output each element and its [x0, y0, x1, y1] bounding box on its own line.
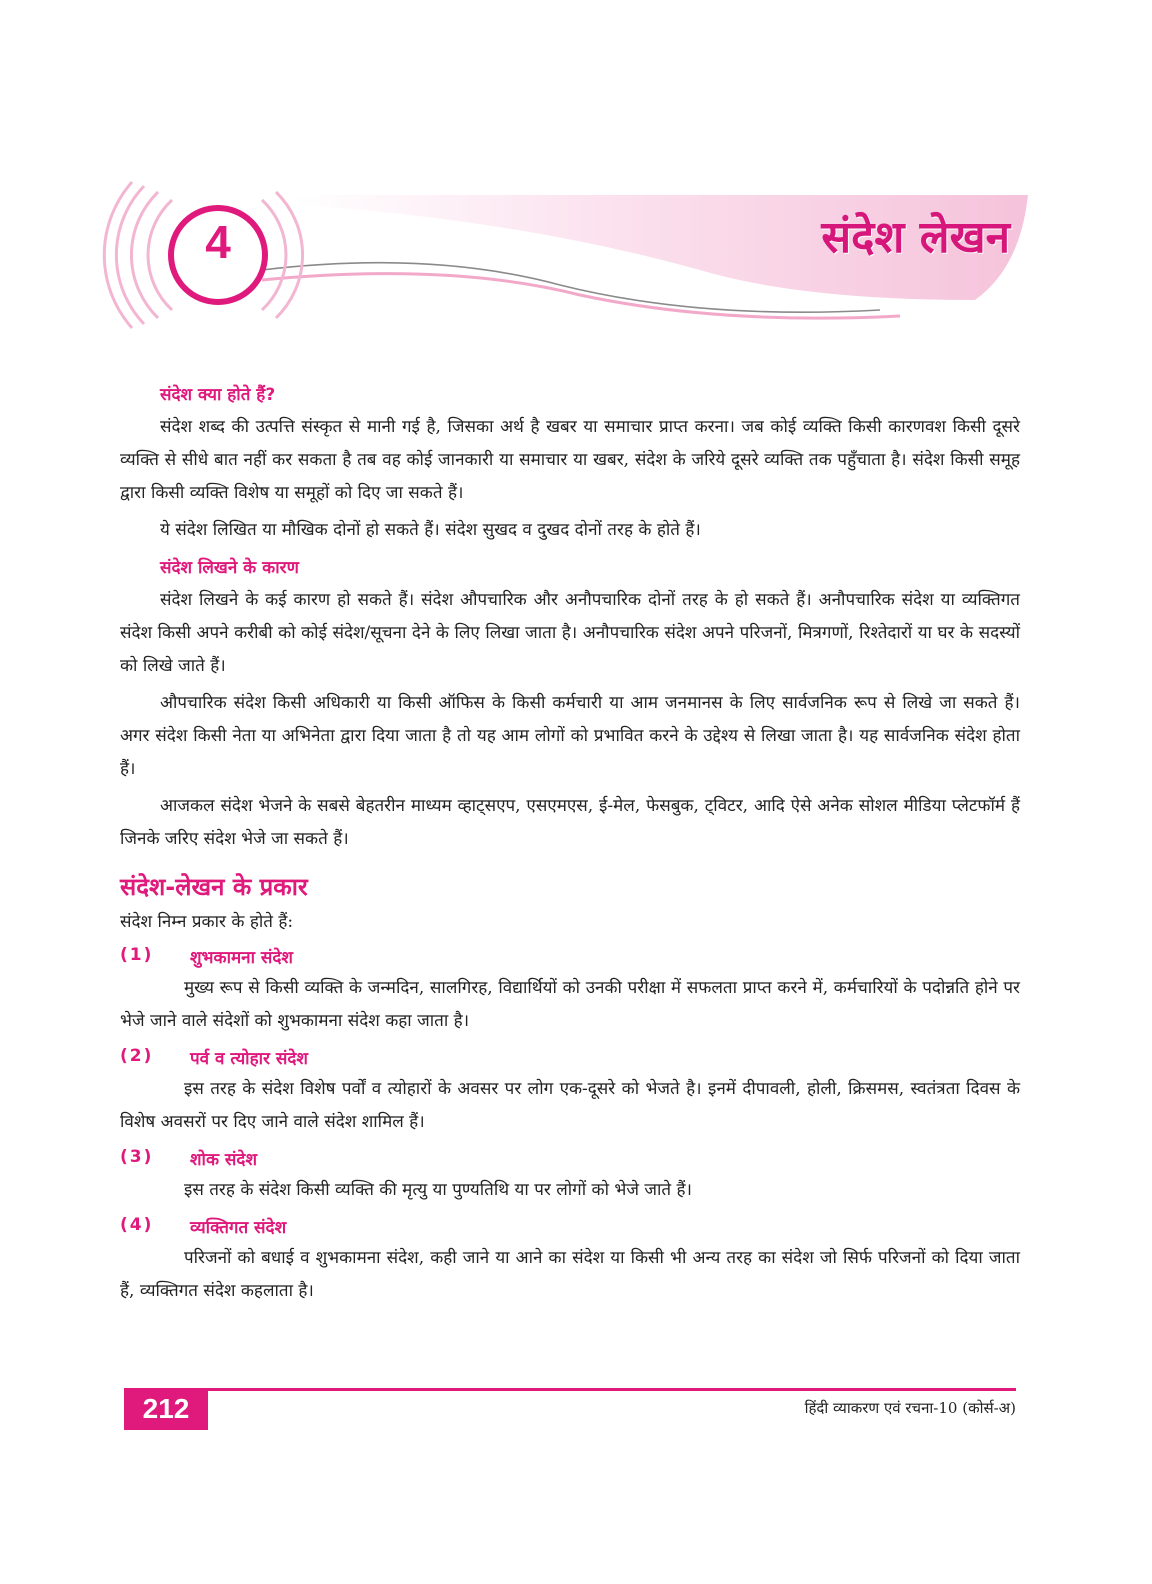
type-body: परिजनों को बधाई व शुभकामना संदेश, कही जाने या आने का संदेश या किसी भी अन्य तरह का संदेश जो सिर्फ परिजनों को दिया जाता हैं, व्यक्तिगत संदेश कहलाता है।	[120, 1248, 1020, 1301]
type-heading	[120, 1147, 1020, 1170]
chapter-number: 4	[205, 216, 231, 268]
chapter-title: संदेश लेखन	[821, 212, 1010, 263]
paragraph: औपचारिक संदेश किसी अधिकारी या किसी ऑफिस के किसी कर्मचारी या आम जनमानस के लिए सार्वजनिक रूप से लिखे जा सकते हैं। अगर संदेश किसी नेता या अभिनेता द्वारा दिया जाता है तो यह आम लोगों को प्रभावित करने के उद्देश्य से लिखा जाता है। यह सार्वजनिक संदेश होता हैं।	[120, 693, 1020, 779]
page-number: 212	[124, 1388, 208, 1430]
type-body: इस तरह के संदेश किसी व्यक्ति की मृत्यु या पुण्यतिथि या पर लोगों को भेजे जाते हैं।	[184, 1180, 692, 1200]
types-intro: संदेश निम्न प्रकार के होते हैं:	[120, 912, 294, 932]
section-heading-what-is: संदेश क्या होते हैं?	[160, 385, 276, 405]
type-heading	[120, 945, 1020, 968]
type-title: व्यक्तिगत संदेश	[190, 1218, 287, 1238]
footer-rule	[124, 1388, 1016, 1391]
type-title: शोक संदेश	[190, 1150, 258, 1170]
type-number: (3)	[120, 1147, 154, 1167]
book-title: हिंदी व्याकरण एवं रचना-10 (कोर्स-अ)	[804, 1399, 1016, 1417]
paragraph: ये संदेश लिखित या मौखिक दोनों हो सकते हैं। संदेश सुखद व दुखद दोनों तरह के होते हैं।	[160, 520, 701, 540]
section-heading-types: संदेश-लेखन के प्रकार	[120, 873, 308, 901]
type-title: पर्व व त्योहार संदेश	[190, 1049, 308, 1069]
paragraph: आजकल संदेश भेजने के सबसे बेहतरीन माध्यम व्हाट्सएप, एसएमएस, ई-मेल, फेसबुक, ट्विटर, आदि ऐसे अनेक सोशल मीडिया प्लेटफॉर्म हैं जिनके जरिए संदेश भेजे जा सकते हैं।	[120, 796, 1020, 849]
type-number: (1)	[120, 945, 154, 965]
type-body: इस तरह के संदेश विशेष पर्वों व त्योहारों के अवसर पर लोग एक-दूसरे को भेजते है। इनमें दीपावली, होली, क्रिसमस, स्वतंत्रता दिवस के विशेष अवसरों पर दिए जाने वाले संदेश शामिल हैं।	[120, 1079, 1020, 1132]
chapter-banner	[0, 0, 1152, 340]
type-heading	[120, 1215, 1020, 1238]
page-content	[120, 382, 1020, 1312]
type-body: मुख्य रूप से किसी व्यक्ति के जन्मदिन, सालगिरह, विद्यार्थियों को उनकी परीक्षा में सफलता प्राप्त करने में, कर्मचारियों के पदोन्नति होने पर भेजे जाने वाले संदेशों को शुभकामना संदेश कहा जाता है।	[120, 978, 1020, 1031]
paragraph: संदेश शब्द की उत्पत्ति संस्कृत से मानी गई है, जिसका अर्थ है खबर या समाचार प्राप्त करना। जब कोई व्यक्ति किसी कारणवश किसी दूसरे व्यक्ति से सीधे बात नहीं कर सकता है तब वह कोई जानकारी या समाचार या खबर, संदेश के जरिये दूसरे व्यक्ति तक पहुँचाता है। संदेश किसी समूह द्वारा किसी व्यक्ति विशेष या समूहों को दिए जा सकते हैं।	[120, 417, 1020, 503]
type-number: (2)	[120, 1046, 154, 1066]
type-number: (4)	[120, 1215, 154, 1235]
section-heading-reasons: संदेश लिखने के कारण	[160, 558, 299, 578]
type-heading	[120, 1046, 1020, 1069]
type-title: शुभकामना संदेश	[190, 948, 293, 968]
paragraph: संदेश लिखने के कई कारण हो सकते हैं। संदेश औपचारिक और अनौपचारिक दोनों तरह के हो सकते हैं। अनौपचारिक संदेश या व्यक्तिगत संदेश किसी अपने करीबी को कोई संदेश/सूचना देने के लिए लिखा जाता है। अनौपचारिक संदेश अपने परिजनों, मित्रगणों, रिश्तेदारों या घर के सदस्यों को लिखे जाते हैं।	[120, 590, 1020, 676]
